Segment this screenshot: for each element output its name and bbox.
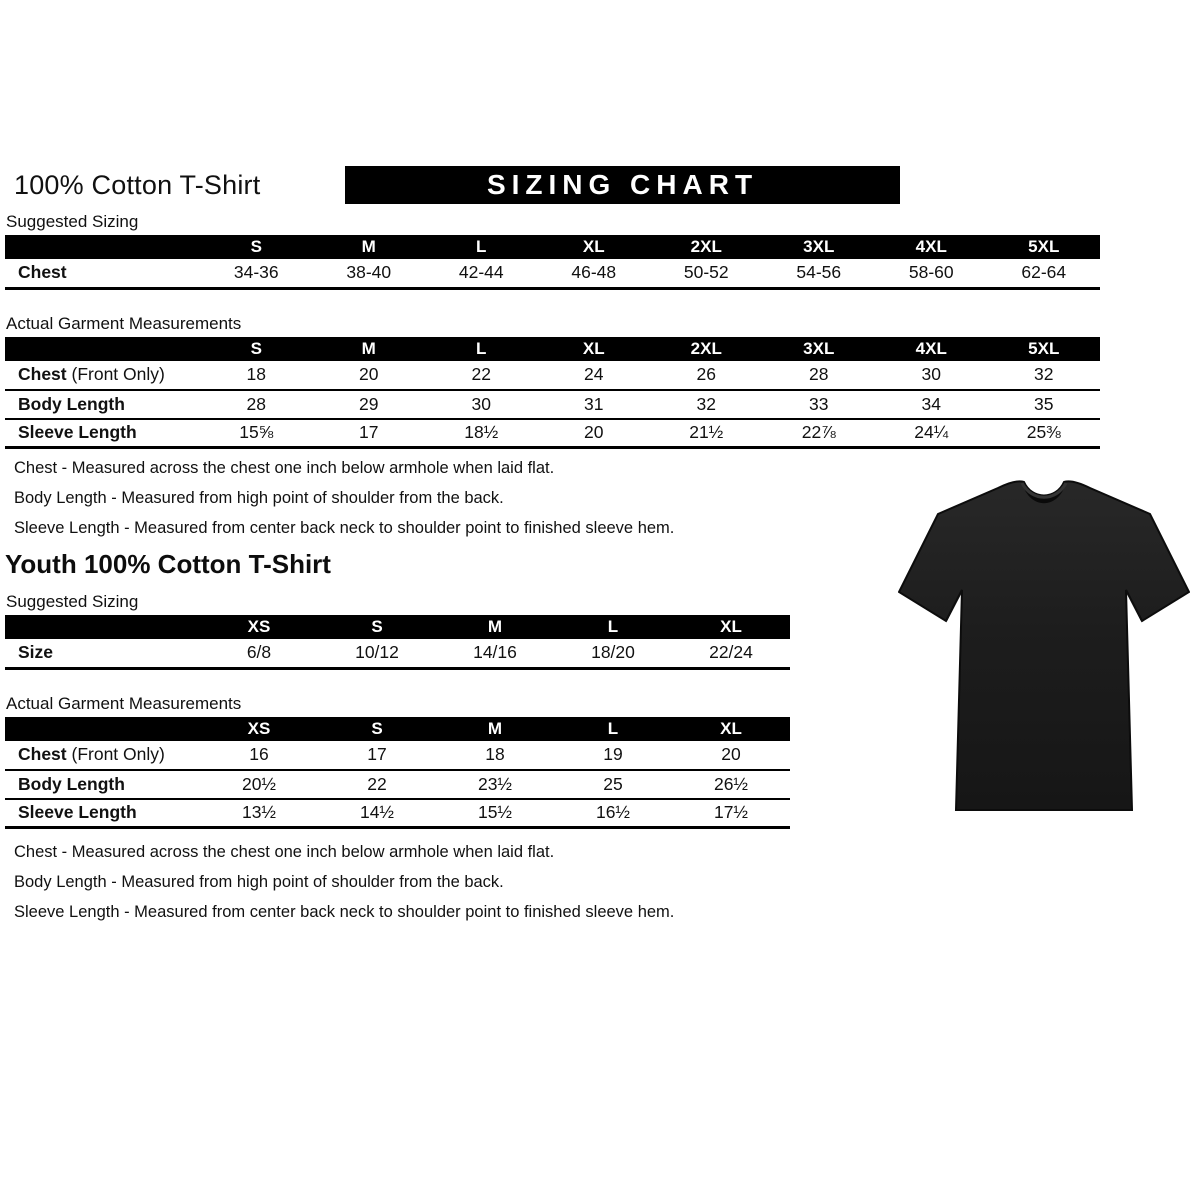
size-column-header: XS — [200, 615, 318, 639]
page-header — [14, 166, 1200, 204]
table-cell: 62-64 — [1021, 262, 1067, 283]
row-label — [5, 419, 200, 448]
youth-section-title: Youth 100% Cotton T-Shirt — [5, 549, 331, 579]
note-line: Body Length - Measured from high point of shoulder from the back. — [14, 873, 504, 891]
table-cell: 17½ — [672, 799, 790, 828]
size-column-header: 4XL — [875, 235, 988, 259]
row-label — [5, 259, 200, 288]
youth-suggested-sizing-label: Suggested Sizing — [6, 592, 139, 611]
table-cell: 13½ — [200, 799, 318, 828]
row-label — [5, 390, 200, 419]
table-cell: 14/16 — [473, 642, 517, 663]
size-column-header: 5XL — [988, 235, 1101, 259]
table-cell: 26 — [696, 364, 716, 384]
table-cell: 26½ — [672, 770, 790, 799]
table-cell: 22/24 — [709, 642, 753, 663]
table-cell: 46-48 — [571, 262, 617, 283]
table-row — [5, 419, 1100, 448]
table-row — [5, 770, 790, 799]
adult-actual-measurements-table — [5, 337, 1100, 450]
row-label — [5, 361, 200, 390]
youth-actual-measurements-label: Actual Garment Measurements — [6, 693, 242, 713]
row-label — [5, 639, 200, 668]
row-label-main: Body Length — [18, 393, 125, 414]
size-column-header: XL — [538, 235, 651, 259]
row-label-main: Chest — [18, 262, 67, 283]
table-cell: 22⅞ — [763, 419, 876, 448]
table-cell: 18 — [246, 364, 266, 384]
table-cell: 35 — [988, 390, 1101, 419]
size-column-header: XS — [200, 717, 318, 741]
table-cell: 30 — [921, 364, 941, 384]
size-column-header: 5XL — [988, 337, 1101, 361]
tshirt-icon — [898, 478, 1190, 818]
table-row — [5, 639, 790, 668]
size-column-header: L — [425, 337, 538, 361]
size-column-header: 4XL — [875, 337, 988, 361]
table-cell: 14½ — [318, 799, 436, 828]
table-cell: 17 — [367, 744, 387, 764]
adult-actual-measurements-label: Actual Garment Measurements — [6, 313, 242, 333]
table-cell: 31 — [538, 390, 651, 419]
sizing-chart-banner: SIZING CHART — [345, 166, 900, 204]
adult-suggested-sizing-label: Suggested Sizing — [6, 212, 139, 231]
table-cell: 29 — [313, 390, 426, 419]
table-header-row — [5, 717, 790, 741]
table-cell: 18½ — [425, 419, 538, 448]
size-column-header: XL — [538, 337, 651, 361]
table-cell: 23½ — [436, 770, 554, 799]
table-cell: 33 — [763, 390, 876, 419]
size-column-header: S — [200, 337, 313, 361]
note-line: Body Length - Measured from high point of shoulder from the back. — [14, 489, 504, 507]
table-row — [5, 741, 790, 770]
table-cell: 25 — [554, 770, 672, 799]
size-column-header: 2XL — [650, 235, 763, 259]
row-label-main: Chest — [18, 364, 67, 384]
note-line: Sleeve Length - Measured from center back neck to shoulder point to finished sleeve hem. — [14, 903, 675, 921]
table-row — [5, 361, 1100, 390]
size-column-header: M — [313, 235, 426, 259]
table-cell: 22 — [471, 364, 491, 384]
table-cell: 18/20 — [591, 642, 635, 663]
table-cell: 24 — [584, 364, 604, 384]
note-line: Sleeve Length - Measured from center back neck to shoulder point to finished sleeve hem. — [14, 519, 675, 537]
table-cell: 17 — [313, 419, 426, 448]
table-cell: 19 — [603, 744, 623, 764]
row-label-main: Sleeve Length — [18, 802, 137, 823]
table-cell: 21½ — [650, 419, 763, 448]
row-label-note: (Front Only) — [66, 364, 165, 384]
table-cell: 24¼ — [875, 419, 988, 448]
size-column-header: L — [425, 235, 538, 259]
note-line: Chest - Measured across the chest one inch below armhole when laid flat. — [14, 459, 555, 477]
size-column-header: XL — [672, 717, 790, 741]
row-label-main: Chest — [18, 744, 67, 764]
table-cell: 15½ — [436, 799, 554, 828]
table-header-row — [5, 337, 1100, 361]
size-column-header: S — [318, 615, 436, 639]
table-cell: 32 — [1034, 364, 1054, 384]
size-column-header: M — [436, 717, 554, 741]
table-cell: 38-40 — [346, 262, 392, 283]
table-cell: 58-60 — [908, 262, 954, 283]
header-spacer-cell — [5, 717, 200, 741]
adult-suggested-sizing-table — [5, 235, 1100, 290]
size-column-header: 3XL — [763, 235, 876, 259]
table-cell: 22 — [318, 770, 436, 799]
table-row — [5, 390, 1100, 419]
row-label-main: Sleeve Length — [18, 422, 137, 443]
row-label — [5, 799, 200, 828]
table-cell: 20½ — [200, 770, 318, 799]
table-cell: 16½ — [554, 799, 672, 828]
table-cell: 20 — [721, 744, 741, 764]
header-spacer-cell — [5, 235, 200, 259]
table-cell: 54-56 — [796, 262, 842, 283]
header-spacer-cell — [5, 337, 200, 361]
table-cell: 50-52 — [683, 262, 729, 283]
table-cell: 30 — [425, 390, 538, 419]
table-cell: 34 — [875, 390, 988, 419]
row-label — [5, 741, 200, 770]
table-header-row — [5, 615, 790, 639]
size-column-header: XL — [672, 615, 790, 639]
page-title: 100% Cotton T-Shirt — [14, 169, 261, 200]
table-cell: 20 — [359, 364, 379, 384]
table-cell: 28 — [809, 364, 829, 384]
youth-measurement-notes — [14, 843, 1200, 922]
row-label-note: (Front Only) — [66, 744, 165, 764]
size-column-header: L — [554, 717, 672, 741]
size-column-header: L — [554, 615, 672, 639]
table-row — [5, 799, 790, 828]
row-label-main: Body Length — [18, 773, 125, 794]
table-header-row — [5, 235, 1100, 259]
size-column-header: M — [313, 337, 426, 361]
table-cell: 6/8 — [246, 642, 272, 663]
youth-actual-measurements-table — [5, 717, 790, 830]
table-cell: 16 — [249, 744, 269, 764]
row-label-main: Size — [18, 642, 54, 663]
table-row — [5, 259, 1100, 288]
header-spacer-cell — [5, 615, 200, 639]
table-cell: 25⅜ — [988, 419, 1101, 448]
table-cell: 32 — [650, 390, 763, 419]
table-cell: 42-44 — [458, 262, 504, 283]
table-cell: 20 — [538, 419, 651, 448]
black-tshirt-image — [898, 478, 1190, 818]
table-cell: 18 — [485, 744, 505, 764]
table-cell: 15⅝ — [200, 419, 313, 448]
size-column-header: 3XL — [763, 337, 876, 361]
youth-suggested-sizing-table — [5, 615, 790, 670]
size-column-header: S — [200, 235, 313, 259]
row-label — [5, 770, 200, 799]
size-column-header: 2XL — [650, 337, 763, 361]
note-line: Chest - Measured across the chest one inch below armhole when laid flat. — [14, 843, 555, 861]
table-cell: 28 — [200, 390, 313, 419]
table-cell: 10/12 — [355, 642, 399, 663]
size-column-header: S — [318, 717, 436, 741]
table-cell: 34-36 — [233, 262, 279, 283]
size-column-header: M — [436, 615, 554, 639]
